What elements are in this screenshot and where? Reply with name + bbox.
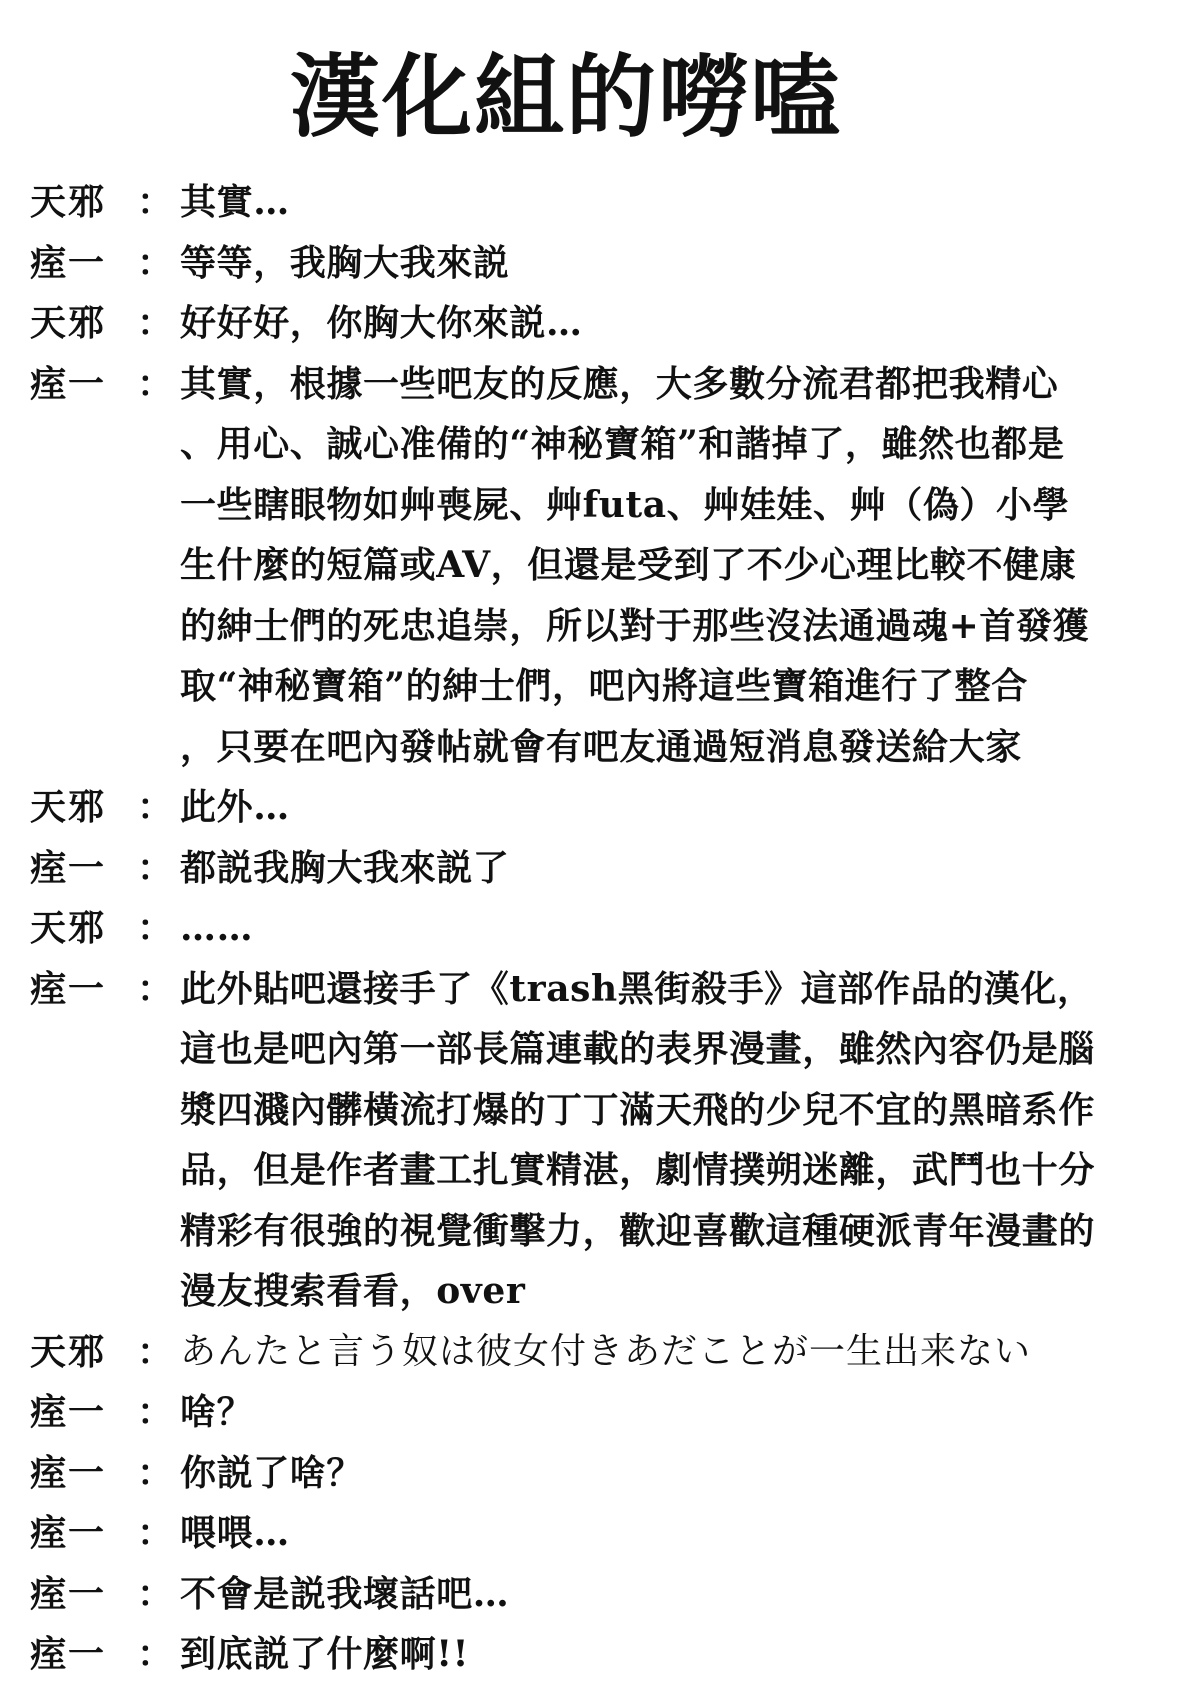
speaker-colon: ： (136, 1572, 173, 1615)
dialogue-line (30, 1624, 1170, 1685)
speaker-name: 痓一 (30, 241, 107, 284)
dialogue-line (30, 1322, 1170, 1383)
speaker-colon: ： (136, 1451, 173, 1494)
speaker-name: 痓一 (30, 1633, 107, 1675)
speaker-colon: ： (136, 1391, 173, 1433)
dialogue-text: 此外貼吧還接手了《trash黑街殺手》這部作品的漢化， 這也是吧內第一部長篇連載的表界漫畫，雖然內容仍是腦 漿四濺內髒橫流打爆的丁丁滿天飛的少兒不宜的黑暗系作 品，但是作者畫工扎實精湛，劇情撲朔迷離，武鬥也十分 精彩有很強的視覺衝擊力，歡迎喜歡這種硬派青年漫畫的 漫友搜索看看，over (180, 967, 1096, 1312)
speaker-colon: ： (136, 1330, 173, 1373)
dialogue-line (30, 1382, 1170, 1443)
speaker-name: 天邪 (30, 907, 107, 949)
dialogue-line (30, 777, 1170, 838)
dialogue-line (30, 233, 1170, 294)
speaker-colon: ： (136, 1512, 173, 1554)
dialogue-line (30, 959, 1170, 1322)
speaker-colon: ： (136, 181, 173, 223)
dialogue-text: …… (180, 907, 254, 949)
dialogue-text: 其實，根據一些吧友的反應，大多數分流君都把我精心 、用心、誠心准備的“神秘寶箱”和諧掉了，雖然也都是 一些瞎眼物如艸喪屍、艸futa、艸娃娃、艸（偽）小學 生什麼的短篇或AV，但還是受到了不少心理比較不健康 的紳士們的死忠追崇，所以對于那些沒法通過魂+首發獲 取“神秘寶箱”的紳士們，吧內將這些寶箱進行了整合 ，只要在吧內發帖就會有吧友通過短消息發送給大家 (180, 362, 1090, 768)
speaker-name: 痓一 (30, 1391, 107, 1433)
dialogue-line (30, 354, 1170, 778)
dialogue-text: 不會是説我壞話吧… (180, 1572, 510, 1615)
speaker-name: 痓一 (30, 967, 107, 1010)
dialogue-line (30, 1443, 1170, 1504)
speaker-colon: ： (136, 1633, 173, 1675)
speaker-name: 天邪 (30, 786, 107, 828)
dialogue-line (30, 172, 1170, 233)
dialogue-text: 等等，我胸大我來説 (180, 241, 510, 284)
speaker-colon: ： (136, 967, 173, 1010)
speaker-name: 天邪 (30, 302, 107, 344)
speaker-name: 天邪 (30, 181, 107, 223)
dialogue-line (30, 1564, 1170, 1625)
page-title: 漢化組的嘮嗑 (290, 44, 842, 150)
speaker-name: 天邪 (30, 1330, 107, 1373)
dialogue-text: 喂喂… (180, 1512, 290, 1554)
speaker-colon: ： (136, 907, 173, 949)
dialogue-line (30, 1503, 1170, 1564)
dialogue-text: 都説我胸大我來説了 (180, 846, 510, 889)
speaker-colon: ： (136, 786, 173, 828)
dialogue-text: あんたと言う奴は彼女付きあだことが一生出来ない (180, 1330, 1032, 1372)
speaker-name: 痓一 (30, 1512, 107, 1554)
speaker-colon: ： (136, 302, 173, 344)
speaker-colon: ： (136, 846, 173, 889)
dialogue-line (30, 293, 1170, 354)
dialogue-text: 其實… (180, 181, 290, 223)
dialogue-text: 此外… (180, 786, 290, 828)
speaker-name: 痓一 (30, 362, 107, 405)
dialogue-text: 啥？ (180, 1391, 254, 1433)
dialogue-text: 到底説了什麼啊!! (180, 1633, 470, 1675)
speaker-name: 痓一 (30, 846, 107, 889)
speaker-colon: ： (136, 362, 173, 405)
speaker-name: 痓一 (30, 1451, 107, 1494)
dialogue-text: 你説了啥？ (180, 1451, 364, 1494)
dialogue-text: 好好好，你胸大你來説… (180, 302, 583, 344)
dialogue (30, 172, 1170, 1685)
speaker-name: 痓一 (30, 1572, 107, 1615)
speaker-colon: ： (136, 241, 173, 284)
dialogue-line (30, 838, 1170, 899)
dialogue-line (30, 898, 1170, 959)
